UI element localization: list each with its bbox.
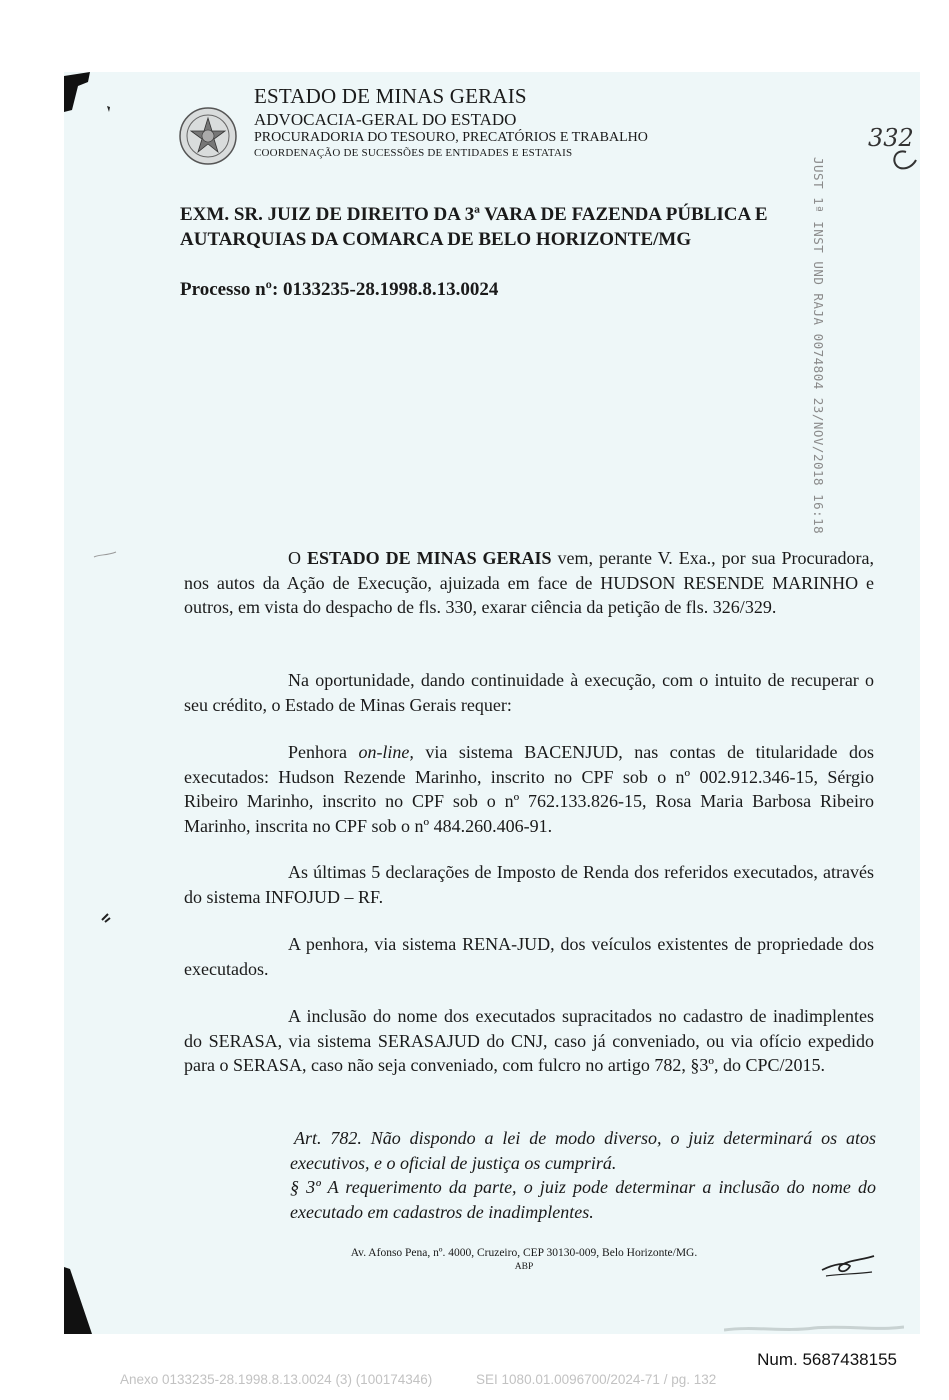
scan-speck: [104, 104, 114, 114]
legal-citation: [290, 1126, 876, 1224]
paragraph-serasa: [184, 1004, 874, 1078]
bacenjud-online: on-line,: [358, 742, 414, 762]
scan-speck: [92, 550, 118, 560]
court-receipt-stamp: JUST 1ª INST UND RAJA 0074804 23/NOV/2018 16:18: [811, 157, 826, 535]
addressee-line-2: AUTARQUIAS DA COMARCA DE BELO HORIZONTE/MG: [180, 229, 692, 250]
bacenjud-lead: Penhora: [288, 742, 359, 762]
intro-rest: vem, perante V. Exa., por sua Procuradora, nos autos da Ação de Execução, ajuizada em face de HUDSON RESENDE MARINHO e outros, em vista do despacho de fls. 330, exarar ciência da petição de fls. 326/329.: [184, 548, 875, 617]
scan-edge-mark: [64, 1267, 92, 1334]
footer-address: Av. Afonso Pena, nº. 4000, Cruzeiro, CEP 30130-009, Belo Horizonte/MG.: [350, 1247, 698, 1259]
attachment-footer: [120, 1372, 840, 1387]
letterhead: [254, 84, 734, 159]
signature-mark: [816, 1250, 878, 1280]
scan-noise: [724, 1322, 904, 1334]
renajud-text: A penhora, via sistema RENA-JUD, dos veículos existentes de propriedade dos executados.: [184, 934, 874, 979]
attachment-reference: Anexo 0133235-28.1998.8.13.0024 (3) (100174346): [120, 1372, 433, 1387]
request-text: Na oportunidade, dando continuidade à execução, com o intuito de recuperar o seu crédito, o Estado de Minas Gerais requer:: [184, 670, 874, 715]
sei-reference: SEI 1080.01.0096700/2024-71 / pg. 132: [476, 1372, 717, 1387]
scan-edge-mark: [64, 72, 94, 112]
coat-of-arms-seal: [178, 106, 238, 166]
paragraph-infojud: [184, 860, 874, 909]
bacenjud-rest: via sistema BACENJUD, nas contas de titularidade dos executados: Hudson Rezende Marinho, inscrito no CPF sob o nº 002.912.346-15, Sérgio Ribeiro Marinho, inscrito no CPF sob o nº 762.133.826-15, Rosa Maria Barbosa Ribeiro Marinho, inscrita no CPF sob o nº 484.260.406-91.: [184, 742, 874, 836]
document-number: Num. 5687438155: [757, 1350, 897, 1369]
paragraph-bacenjud: [184, 740, 874, 838]
intro-lead: O: [288, 548, 307, 568]
addressee-line-1: EXM. SR. JUIZ DE DIREITO DA 3ª VARA DE FAZENDA PÚBLICA E: [180, 204, 768, 225]
paragraph-request: [184, 668, 874, 717]
citation-paragraph: § 3º A requerimento da parte, o juiz pode determinar a inclusão do nome do executado em cadastros de inadimplentes.: [290, 1177, 876, 1222]
paragraph-intro: [184, 546, 874, 620]
infojud-text: As últimas 5 declarações de Imposto de Renda dos referidos executados, através do sistema INFOJUD – RF.: [184, 862, 874, 907]
scan-speck: [98, 910, 114, 924]
letterhead-office: PROCURADORIA DO TESOURO, PRECATÓRIOS E TRABALHO: [254, 129, 648, 145]
letterhead-agency: ADVOCACIA-GERAL DO ESTADO: [254, 110, 517, 130]
addressee-heading: [180, 202, 880, 252]
footer-initials: ABP: [514, 1262, 534, 1272]
citation-article: Art. 782. Não dispondo a lei de modo diverso, o juiz determinará os atos executivos, e o oficial de justiça os cumprirá.: [290, 1128, 876, 1173]
letterhead-state: ESTADO DE MINAS GERAIS: [254, 84, 527, 108]
handwritten-page-number: [864, 120, 920, 180]
letterhead-coordination: COORDENAÇÃO DE SUCESSÕES DE ENTIDADES E ESTATAIS: [254, 146, 573, 159]
scanned-page: [64, 72, 920, 1334]
process-number: Processo nº: 0133235-28.1998.8.13.0024: [180, 279, 499, 300]
intro-party: ESTADO DE MINAS GERAIS: [306, 548, 552, 568]
paragraph-renajud: [184, 932, 874, 981]
serasa-text: A inclusão do nome dos executados supracitados no cadastro de inadimplentes do SERASA, via sistema SERASAJUD do CNJ, caso já conveniado, ou via ofício expedido para o SERASA, caso não seja conveniado, com fulcro no artigo 782, §3º, do CPC/2015.: [184, 1006, 874, 1075]
svg-text:332: 332: [868, 124, 914, 152]
